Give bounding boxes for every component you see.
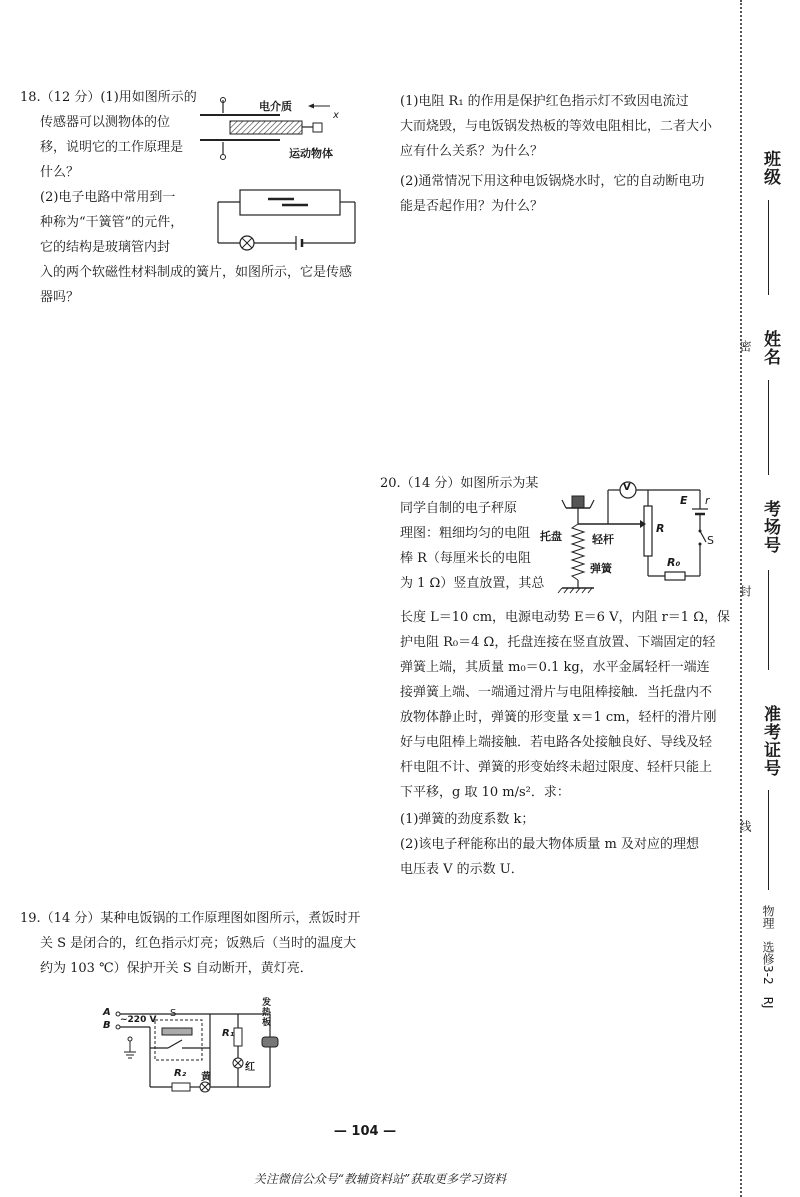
label-voltage: ~220 V <box>120 1015 157 1025</box>
label-r1: R₁ <box>222 1028 235 1039</box>
q20-line: 长度 L＝10 cm，电源电动势 E＝6 V，内阻 r＝1 Ω，保 <box>400 610 730 625</box>
q20-line: 护电阻 R₀＝4 Ω，托盘连接在竖直放置、下端固定的轻 <box>400 635 716 650</box>
q20-line: 理图：粗细均匀的电阻 <box>400 526 531 541</box>
label-switch-s: S <box>170 1008 177 1019</box>
q18-line: 它的结构是玻璃管内封 <box>40 240 171 255</box>
exam-room-blank-line <box>768 570 769 670</box>
label-light-rod: 轻杆 <box>592 533 614 546</box>
seal-mark-mi: 密 <box>738 340 752 352</box>
exam-room-label: 考场号 <box>760 500 780 554</box>
electronic-scale-figure <box>540 476 720 606</box>
label-spring: 弹簧 <box>590 562 612 575</box>
rice-cooker-circuit-figure <box>100 1000 285 1095</box>
q18-line: 器吗？ <box>40 290 80 305</box>
q20-line: (2)该电子秤能称出的最大物体质量 m 及对应的理想 <box>400 837 700 852</box>
label-internal-resistance: r <box>705 494 710 507</box>
label-terminal-a: A <box>103 1007 111 1018</box>
q19-sub-line: (1)电阻 R₁ 的作用是保护红色指示灯不致因电流过 <box>400 94 689 109</box>
dotted-cut-line <box>740 0 742 1197</box>
label-red-lamp: 红 <box>245 1062 255 1073</box>
q19-sub-line: 应有什么关系？为什么？ <box>400 144 544 159</box>
q20-line: 放物体静止时，弹簧的形变量 x＝1 cm，轻杆的滑片刚 <box>400 710 717 725</box>
q20-line: 20.（14 分）如图所示为某 <box>380 476 539 491</box>
admission-number-blank-line <box>768 790 769 890</box>
label-dielectric: 电介质 <box>259 100 292 113</box>
name-label: 姓名 <box>760 330 780 366</box>
page-number: — 104 — <box>333 1124 397 1139</box>
class-label: 班级 <box>760 150 780 186</box>
q20-line: 杆电阻不计、弹簧的形变始终未超过限度、轻杆只能上 <box>400 760 713 775</box>
q19-line: 关 S 是闭合的，红色指示灯亮；饭熟后（当时的温度大 <box>40 936 357 951</box>
q18-line: 移，说明它的工作原理是 <box>40 140 184 155</box>
label-emf: E <box>680 494 688 507</box>
label-moving-object: 运动物体 <box>289 147 333 160</box>
q19-line: 约为 103 ℃）保护开关 S 自动断开，黄灯亮． <box>40 961 313 976</box>
q18-line: 入的两个软磁性材料制成的簧片，如图所示，它是传感 <box>40 265 353 280</box>
q20-line: 下平移，g 取 10 m/s²．求： <box>400 785 570 800</box>
q18-line: 传感器可以测物体的位 <box>40 115 171 130</box>
q20-line: 同学自制的电子秤原 <box>400 501 518 516</box>
label-x: x <box>333 110 339 121</box>
q20-line: 电压表 V 的示数 U． <box>400 862 524 877</box>
label-heating-plate: 发热板 <box>262 998 272 1028</box>
subject-label: 物理 选修3-2 RJ <box>761 905 775 1009</box>
footer-note: 关注微信公众号“教辅资料站”获取更多学习资料 <box>253 1172 507 1186</box>
q19-line: 19.（14 分）某种电饭锅的工作原理图如图所示，煮饭时开 <box>20 911 361 926</box>
seal-mark-xian: 线 <box>738 820 752 832</box>
q19-sub-line: 能是否起作用？为什么？ <box>400 199 544 214</box>
seal-mark-feng: 封 <box>738 585 752 597</box>
q20-line: (1)弹簧的劲度系数 k； <box>400 812 535 827</box>
label-terminal-b: B <box>103 1020 111 1031</box>
name-blank-line <box>768 380 769 475</box>
q20-line: 好与电阻棒上端接触．若电路各处接触良好、导线及轻 <box>400 735 713 750</box>
label-tray: 托盘 <box>540 530 562 543</box>
label-r2: R₂ <box>174 1068 187 1079</box>
reed-switch-figure <box>210 185 360 255</box>
q18-line: (2)电子电路中常用到一 <box>40 190 176 205</box>
displacement-sensor-figure <box>195 95 370 165</box>
admission-number-label: 准考证号 <box>760 705 780 777</box>
q20-line: 棒 R（每厘米长的电阻 <box>400 551 531 566</box>
label-resistor-r: R <box>656 522 665 535</box>
q20-line: 为 1 Ω）竖直放置，其总 <box>400 576 545 591</box>
label-switch: S <box>707 534 714 547</box>
class-blank-line <box>768 200 769 295</box>
q18-line: 种称为“干簧管”的元件， <box>40 215 184 230</box>
label-voltmeter: V <box>623 482 631 493</box>
q19-sub-line: (2)通常情况下用这种电饭锅烧水时，它的自动断电功 <box>400 174 705 189</box>
q18-line: 18.（12 分）(1)用如图所示的 <box>20 90 197 105</box>
q20-line: 接弹簧上端、一端通过滑片与电阻棒接触．当托盘内不 <box>400 685 713 700</box>
label-yellow-lamp: 黄 <box>201 1072 211 1083</box>
q20-line: 弹簧上端，其质量 m₀＝0.1 kg，水平金属轻杆一端连 <box>400 660 710 675</box>
label-r0: R₀ <box>667 556 681 569</box>
q19-sub-line: 大而烧毁，与电饭锅发热板的等效电阻相比，二者大小 <box>400 119 713 134</box>
q18-line: 什么？ <box>40 165 80 180</box>
